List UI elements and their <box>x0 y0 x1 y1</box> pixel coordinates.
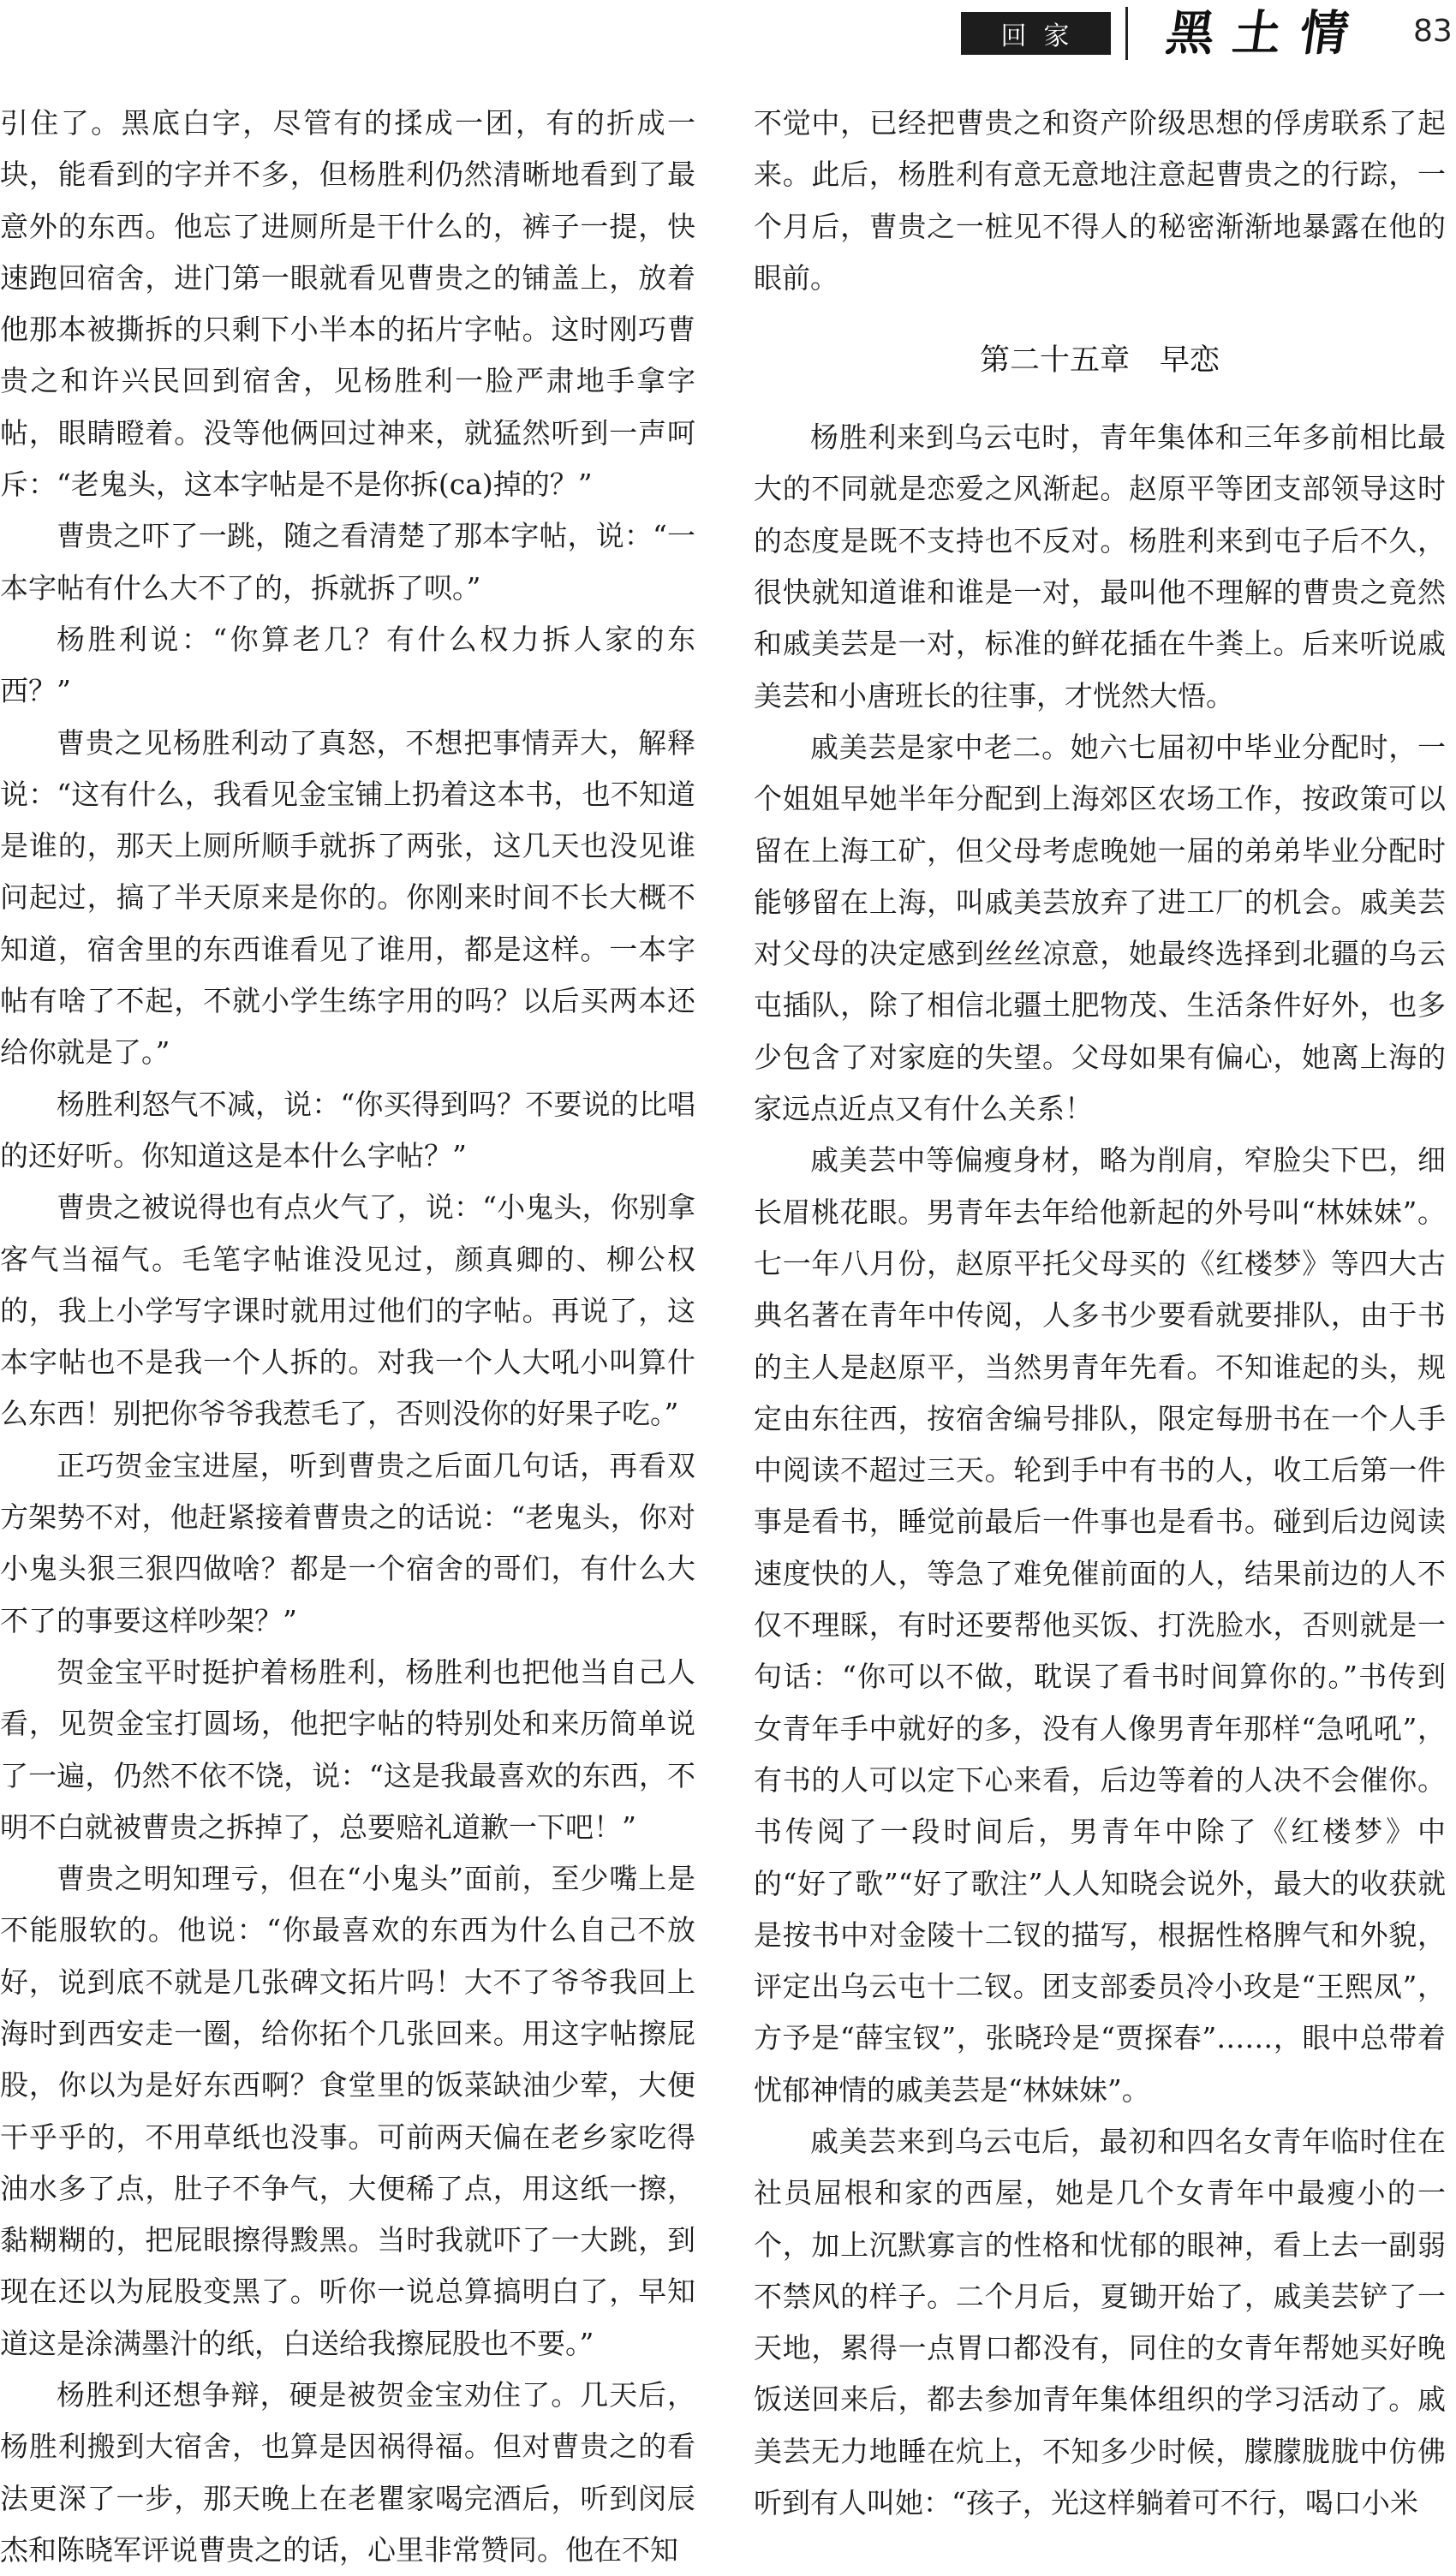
paragraph: 杨胜利怒气不减，说：“你买得到吗？不要说的比唱的还好听。你知道这是本什么字帖？” <box>0 1087 695 1172</box>
paragraph: 不觉中，已经把曹贵之和资产阶级思想的俘虏联系了起来。此后，杨胜利有意无意地注意起曹贵之的行踪，一个月后，曹贵之一桩见不得人的秘密渐渐地暴露在他的眼前。 <box>754 106 1446 295</box>
paragraph: 杨胜利还想争辩，硬是被贺金宝劝住了。几天后，杨胜利搬到大宿舍，也算是因祸得福。但对曹贵之的看法更深了一步，那天晚上在老瞿家喝完酒后，听到闵辰杰和陈晓军评说曹贵之的话，心里非常赞同。他在不知 <box>0 2378 695 2567</box>
paragraph: 戚美芸中等偏瘦身材，略为削肩，窄脸尖下巴，细长眉桃花眼。男青年去年给他新起的外号叫“林妹妹”。七一年八月份，赵原平托父母买的《红楼梦》等四大古典名著在青年中传阅，人多书少要看就要排队，由于书的主人是赵原平，当然男青年先看。不知谁起的头，规定由东往西，按宿舍编号排队，限定每册书在一个人手中阅读不超过三天。轮到手中有书的人，收工后第一件事是看书，睡觉前最后一件事也是看书。碰到后边阅读速度快的人，等急了难免催前面的人，结果前边的人不仅不理睬，有时还要帮他买饭、打洗脸水，否则就是一句话：“你可以不做，耽误了看书时间算你的。”书传到女青年手中就好的多，没有人像男青年那样“急吼吼”，有书的人可以定下心来看，后边等着的人决不会催你。书传阅了一段时间后，男青年中除了《红楼梦》中的“好了歌”“好了歌注”人人知晓会说外，最大的收获就是按书中对金陵十二钗的描写，根据性格脾气和外貌，评定出乌云屯十二钗。团支部委员冷小玫是“王熙凤”，方予是“薛宝钗”，张晓玲是“贾探春”……，眼中总带着忧郁神情的戚美芸是“林妹妹”。 <box>754 1143 1446 2107</box>
paragraph: 杨胜利来到乌云屯时，青年集体和三年多前相比最大的不同就是恋爱之风渐起。赵原平等团支部领导这时的态度是既不支持也不反对。杨胜利来到屯子后不久，很快就知道谁和谁是一对，最叫他不理解的曹贵之竟然和戚美芸是一对，标准的鲜花插在牛粪上。后来听说戚美芸和小唐班长的往事，才恍然大悟。 <box>754 420 1446 713</box>
paragraph: 曹贵之明知理亏，但在“小鬼头”面前，至少嘴上是不能服软的。他说：“你最喜欢的东西为什么自己不放好，说到底不就是几张碑文拓片吗！大不了爷爷我回上海时到西安走一圈，给你拓个几张回来。用这字帖擦屁股，你以为是好东西啊？食堂里的饭菜缺油少荤，大便干乎乎的，不用草纸也没事。可前两天偏在老乡家吃得油水多了点，肚子不争气，大便稀了点，用这纸一擦，黏糊糊的，把屁眼擦得黢黑。当时我就吓了一大跳，到现在还以为屁股变黑了。听你一说总算搞明白了，早知道这是涂满墨汁的纸，白送给我擦屁股也不要。” <box>0 1862 695 2360</box>
paragraph: 曹贵之被说得也有点火气了，说：“小鬼头，你别拿客气当福气。毛笔字帖谁没见过，颜真卿的、柳公权的，我上小学写字课时就用过他们的字帖。再说了，这本字帖也不是我一个人拆的。对我一个人大吼小叫算什么东西！别把你爷爷我惹毛了，否则没你的好果子吃。” <box>0 1190 695 1431</box>
paragraph: 戚美芸来到乌云屯后，最初和四名女青年临时住在社员屈根和家的西屋，她是几个女青年中最瘦小的一个，加上沉默寡言的性格和忧郁的眼神，看上去一副弱不禁风的样子。二个月后，夏锄开始了，戚美芸铲了一天地，累得一点胃口都没有，同住的女青年帮她买好晚饭送回来后，都去参加青年集体组织的学习活动了。戚美芸无力地睡在炕上，不知多少时候，朦朦胧胧中仿佛听到有人叫她：“孩子，光这样躺着可不行，喝口小米 <box>754 2124 1446 2520</box>
section-tab: 回家 <box>961 12 1111 55</box>
right-column <box>754 98 1446 2529</box>
paragraph: 曹贵之吓了一跳，随之看清楚了那本字帖，说：“一本字帖有什么大不了的，拆就拆了呗。” <box>0 519 695 605</box>
paragraph: 曹贵之见杨胜利动了真怒，不想把事情弄大，解释说：“这有什么，我看见金宝铺上扔着这本书，也不知道是谁的，那天上厕所顺手就拆了两张，这几天也没见谁问起过，搞了半天原来是你的。你刚来时间不长大概不知道，宿舍里的东西谁看见了谁用，都是这样。一本字帖有啥了不起，不就小学生练字用的吗？以后买两本还给你就是了。” <box>0 725 695 1070</box>
paragraph: 引住了。黑底白字，尽管有的揉成一团，有的折成一块，能看到的字并不多，但杨胜利仍然清晰地看到了最意外的东西。他忘了进厕所是干什么的，裤子一提，快速跑回宿舍，进门第一眼就看见曹贵之的铺盖上，放着他那本被撕拆的只剩下小半本的拓片字帖。这时刚巧曹贵之和许兴民回到宿舍，见杨胜利一脸严肃地手拿字帖，眼睛瞪着。没等他俩回过神来，就猛然听到一声呵斥：“老鬼头，这本字帖是不是你拆(ca)掉的？” <box>0 106 695 502</box>
magazine-title: 黑土情 <box>1162 5 1371 62</box>
paragraph: 正巧贺金宝进屋，听到曹贵之后面几句话，再看双方架势不对，他赶紧接着曹贵之的话说：“老鬼头，你对小鬼头狠三狠四做啥？都是一个宿舍的哥们，有什么大不了的事要这样吵架？” <box>0 1448 695 1637</box>
header-divider <box>1125 7 1128 60</box>
paragraph: 杨胜利说：“你算老几？有什么权力拆人家的东西？” <box>0 622 695 708</box>
left-column <box>0 98 695 2576</box>
paragraph: 戚美芸是家中老二。她六七届初中毕业分配时，一个姐姐早她半年分配到上海郊区农场工作，按政策可以留在上海工矿，但父母考虑晚她一届的弟弟毕业分配时能够留在上海，叫戚美芸放弃了进工厂的机会。戚美芸对父母的决定感到丝丝凉意，她最终选择到北疆的乌云屯插队，除了相信北疆土肥物茂、生活条件好外，也多少包含了对家庭的失望。父母如果有偏心，她离上海的家远点近点又有什么关系！ <box>754 730 1446 1126</box>
page-number: 83 <box>1413 14 1453 49</box>
paragraph: 贺金宝平时挺护着杨胜利，杨胜利也把他当自己人看，见贺金宝打圆场，他把字帖的特别处和来历简单说了一遍，仍然不依不饶，说：“这是我最喜欢的东西，不明不白就被曹贵之拆掉了，总要赔礼道歉一下吧！” <box>0 1655 695 1844</box>
chapter-title: 第二十五章 早恋 <box>979 343 1220 379</box>
page-header <box>0 0 1456 69</box>
